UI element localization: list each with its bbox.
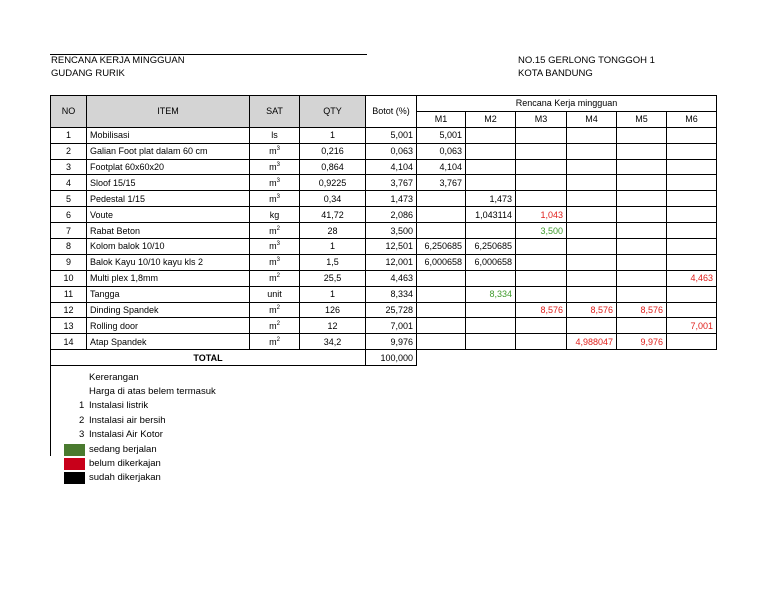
unit-text: m xyxy=(269,320,277,331)
row-no: 10 xyxy=(51,270,87,286)
unit-exponent: 2 xyxy=(276,320,280,327)
note-number: 1 xyxy=(79,400,85,411)
row-no: 11 xyxy=(51,286,87,302)
week-cell-m3 xyxy=(516,254,567,270)
week-cell-m5 xyxy=(617,175,667,191)
week-cell-m3: 1,043 xyxy=(516,207,567,223)
week-cell-m1 xyxy=(417,318,466,334)
week-cell-m2 xyxy=(466,143,516,159)
legend-label: sedang berjalan xyxy=(89,444,157,455)
unit-exponent: 3 xyxy=(276,241,280,248)
week-cell-m3 xyxy=(516,334,567,350)
unit-text: m xyxy=(269,177,277,188)
unit-text: m xyxy=(269,257,277,268)
week-cell-m5 xyxy=(617,223,667,239)
table-row xyxy=(51,127,717,143)
unit-exponent: 3 xyxy=(276,193,280,200)
row-no: 13 xyxy=(51,318,87,334)
notes-subtitle: Harga di atas belem termasuk xyxy=(89,386,216,397)
row-no: 9 xyxy=(51,254,87,270)
week-header-3: M3 xyxy=(516,111,567,127)
row-item: Kolom balok 10/10 xyxy=(87,239,250,255)
week-cell-m3 xyxy=(516,286,567,302)
week-cell-m6 xyxy=(667,223,717,239)
unit-text: m xyxy=(269,193,277,204)
project-title: RENCANA KERJA MINGGUAN xyxy=(51,55,185,66)
week-cell-m1 xyxy=(417,302,466,318)
week-cell-m5 xyxy=(617,159,667,175)
row-qty: 41,72 xyxy=(300,207,366,223)
unit-text: m xyxy=(269,305,277,316)
week-cell-m2 xyxy=(466,270,516,286)
project-city: KOTA BANDUNG xyxy=(518,68,593,79)
table-row xyxy=(51,270,717,286)
week-cell-m1: 6,250685 xyxy=(417,239,466,255)
week-cell-m6 xyxy=(667,143,717,159)
row-unit xyxy=(250,207,300,223)
week-cell-m4 xyxy=(567,175,617,191)
row-bobot: 3,767 xyxy=(366,175,417,191)
week-cell-m6 xyxy=(667,254,717,270)
row-unit xyxy=(250,127,300,143)
unit-text: m xyxy=(269,146,277,157)
project-name: GUDANG RURIK xyxy=(51,68,125,79)
row-no: 8 xyxy=(51,239,87,255)
week-cell-m2 xyxy=(466,302,516,318)
note-text: Instalasi Air Kotor xyxy=(89,429,163,440)
legend-swatch xyxy=(64,458,85,470)
table-row xyxy=(51,143,717,159)
week-cell-m4 xyxy=(567,127,617,143)
row-qty: 0,9225 xyxy=(300,175,366,191)
week-cell-m3 xyxy=(516,175,567,191)
week-cell-m3 xyxy=(516,239,567,255)
row-no: 6 xyxy=(51,207,87,223)
week-cell-m2 xyxy=(466,334,516,350)
row-unit xyxy=(250,159,300,175)
week-cell-m5: 8,576 xyxy=(617,302,667,318)
week-cell-m4 xyxy=(567,207,617,223)
note-text: Instalasi air bersih xyxy=(89,414,166,426)
total-row xyxy=(51,350,717,366)
unit-exponent: 3 xyxy=(276,162,280,168)
week-cell-m6 xyxy=(667,286,717,302)
week-header-4: M4 xyxy=(567,111,617,127)
row-qty: 0,34 xyxy=(300,191,366,207)
row-unit xyxy=(250,286,300,302)
week-cell-m5 xyxy=(617,143,667,159)
week-cell-m1 xyxy=(417,270,466,286)
row-bobot: 4,463 xyxy=(366,270,417,286)
week-cell-m5 xyxy=(617,207,667,223)
unit-exponent: 3 xyxy=(276,146,280,153)
unit-exponent: 2 xyxy=(276,273,280,280)
week-cell-m5 xyxy=(617,254,667,270)
unit-text: unit xyxy=(267,289,282,300)
unit-text: m xyxy=(269,162,277,172)
week-cell-m4 xyxy=(567,159,617,175)
week-cell-m4 xyxy=(567,286,617,302)
legend-label: sudah dikerjakan xyxy=(89,472,161,483)
week-cell-m1: 4,104 xyxy=(417,159,466,175)
col-header-item: ITEM xyxy=(87,96,250,128)
row-item: Dinding Spandek xyxy=(87,302,250,318)
note-number: 2 xyxy=(79,414,85,426)
row-qty: 126 xyxy=(300,302,366,318)
total-empty xyxy=(417,350,717,366)
week-cell-m5 xyxy=(617,286,667,302)
week-cell-m6 xyxy=(667,175,717,191)
row-bobot: 1,473 xyxy=(366,191,417,207)
week-cell-m2: 1,473 xyxy=(466,191,516,207)
row-bobot: 12,001 xyxy=(366,254,417,270)
week-cell-m5 xyxy=(617,191,667,207)
week-header-6: M6 xyxy=(667,111,717,127)
row-unit xyxy=(250,143,300,159)
row-bobot: 0,063 xyxy=(366,143,417,159)
row-qty: 28 xyxy=(300,223,366,239)
col-header-group: Rencana Kerja mingguan xyxy=(417,96,717,112)
week-cell-m5: 9,976 xyxy=(617,334,667,350)
unit-text: kg xyxy=(269,209,280,220)
row-qty: 34,2 xyxy=(300,334,366,350)
row-unit xyxy=(250,302,300,318)
week-cell-m2: 6,000658 xyxy=(466,254,516,270)
week-cell-m5 xyxy=(617,239,667,255)
week-cell-m3 xyxy=(516,270,567,286)
row-qty: 25,5 xyxy=(300,270,366,286)
week-cell-m6 xyxy=(667,239,717,255)
week-cell-m6: 4,463 xyxy=(667,270,717,286)
table-row xyxy=(51,302,717,318)
unit-exponent: 2 xyxy=(276,225,280,232)
week-cell-m1 xyxy=(417,286,466,302)
week-cell-m6 xyxy=(667,334,717,350)
row-no: 3 xyxy=(51,159,87,175)
row-unit xyxy=(250,318,300,334)
week-cell-m1: 3,767 xyxy=(417,175,466,191)
week-cell-m5 xyxy=(617,127,667,143)
row-unit xyxy=(250,334,300,350)
week-cell-m4 xyxy=(567,223,617,239)
row-item: Mobilisasi xyxy=(87,127,250,143)
week-cell-m5 xyxy=(617,270,667,286)
week-cell-m4 xyxy=(567,318,617,334)
notes-title: Kererangan xyxy=(89,372,139,383)
table-body xyxy=(51,127,717,365)
week-header-2: M2 xyxy=(466,111,516,127)
unit-exponent: 3 xyxy=(276,177,280,184)
week-cell-m6 xyxy=(667,302,717,318)
table-row xyxy=(51,191,717,207)
row-unit xyxy=(250,191,300,207)
table-row xyxy=(51,159,717,175)
week-cell-m4 xyxy=(567,143,617,159)
col-header-qty: QTY xyxy=(300,96,366,128)
week-cell-m4 xyxy=(567,191,617,207)
week-cell-m3: 8,576 xyxy=(516,302,567,318)
row-item: Galian Foot plat dalam 60 cm xyxy=(87,143,250,159)
row-item: Multi plex 1,8mm xyxy=(87,270,250,286)
week-cell-m1 xyxy=(417,207,466,223)
week-header-1: M1 xyxy=(417,111,466,127)
note-number: 3 xyxy=(79,429,85,440)
week-cell-m4 xyxy=(567,270,617,286)
unit-text: ls xyxy=(271,130,278,141)
table-row xyxy=(51,334,717,350)
table-row xyxy=(51,254,717,270)
week-cell-m1 xyxy=(417,223,466,239)
row-no: 12 xyxy=(51,302,87,318)
row-item: Balok Kayu 10/10 kayu kls 2 xyxy=(87,254,250,270)
unit-exponent: 2 xyxy=(276,336,280,343)
table-row xyxy=(51,207,717,223)
legend-swatch xyxy=(64,444,85,456)
week-cell-m2: 8,334 xyxy=(466,286,516,302)
week-cell-m2 xyxy=(466,175,516,191)
table-row xyxy=(51,318,717,334)
total-label: TOTAL xyxy=(51,350,366,366)
row-item: Voute xyxy=(87,207,250,223)
row-no: 5 xyxy=(51,191,87,207)
row-unit xyxy=(250,254,300,270)
week-header-5: M5 xyxy=(617,111,667,127)
week-cell-m4 xyxy=(567,254,617,270)
note-text: Instalasi listrik xyxy=(89,400,149,411)
unit-exponent: 3 xyxy=(276,257,280,264)
table-row xyxy=(51,223,717,239)
row-qty: 1 xyxy=(300,239,366,255)
row-bobot: 3,500 xyxy=(366,223,417,239)
row-item: Atap Spandek xyxy=(87,334,250,350)
row-item: Pedestal 1/15 xyxy=(87,191,250,207)
week-cell-m4: 8,576 xyxy=(567,302,617,318)
col-header-bobot: Botot (%) xyxy=(366,96,417,128)
row-qty: 1,5 xyxy=(300,254,366,270)
unit-text: m xyxy=(269,336,277,347)
col-header-no: NO xyxy=(51,96,87,128)
week-cell-m1 xyxy=(417,334,466,350)
row-bobot: 8,334 xyxy=(366,286,417,302)
row-bobot: 7,001 xyxy=(366,318,417,334)
row-bobot: 9,976 xyxy=(366,334,417,350)
row-qty: 0,216 xyxy=(300,143,366,159)
week-cell-m6: 7,001 xyxy=(667,318,717,334)
row-qty: 12 xyxy=(300,318,366,334)
row-qty: 1 xyxy=(300,286,366,302)
week-cell-m5 xyxy=(617,318,667,334)
row-item: Footplat 60x60x20 xyxy=(87,159,250,175)
week-cell-m1 xyxy=(417,191,466,207)
week-cell-m2 xyxy=(466,127,516,143)
week-cell-m3 xyxy=(516,191,567,207)
table-row xyxy=(51,239,717,255)
unit-text: m xyxy=(269,225,277,236)
week-cell-m6 xyxy=(667,207,717,223)
project-address: NO.15 GERLONG TONGGOH 1 xyxy=(518,55,655,66)
row-no: 7 xyxy=(51,223,87,239)
row-item: Rabat Beton xyxy=(87,223,250,239)
row-qty: 0,864 xyxy=(300,159,366,175)
week-cell-m2 xyxy=(466,318,516,334)
week-cell-m3 xyxy=(516,143,567,159)
row-item: Rolling door xyxy=(87,318,250,334)
week-cell-m1: 0,063 xyxy=(417,143,466,159)
week-cell-m3 xyxy=(516,159,567,175)
left-rule xyxy=(50,356,51,456)
table-row xyxy=(51,175,717,191)
row-item: Sloof 15/15 xyxy=(87,175,250,191)
row-item: Tangga xyxy=(87,286,250,302)
row-bobot: 4,104 xyxy=(366,159,417,175)
week-cell-m2: 1,043114 xyxy=(466,207,516,223)
row-unit xyxy=(250,270,300,286)
week-cell-m6 xyxy=(667,127,717,143)
unit-text: m xyxy=(269,241,277,252)
week-cell-m1: 5,001 xyxy=(417,127,466,143)
week-cell-m2 xyxy=(466,159,516,175)
week-cell-m1: 6,000658 xyxy=(417,254,466,270)
row-bobot: 25,728 xyxy=(366,302,417,318)
row-no: 14 xyxy=(51,334,87,350)
row-bobot: 5,001 xyxy=(366,127,417,143)
row-bobot: 12,501 xyxy=(366,239,417,255)
row-unit xyxy=(250,239,300,255)
week-cell-m6 xyxy=(667,159,717,175)
legend-label: belum dikerkajan xyxy=(89,458,161,469)
week-cell-m2 xyxy=(466,223,516,239)
week-cell-m3 xyxy=(516,127,567,143)
row-unit xyxy=(250,223,300,239)
unit-exponent: 2 xyxy=(276,305,280,312)
legend-swatch xyxy=(64,472,85,484)
week-cell-m3: 3,500 xyxy=(516,223,567,239)
unit-text: m xyxy=(269,273,277,284)
row-bobot: 2,086 xyxy=(366,207,417,223)
row-no: 4 xyxy=(51,175,87,191)
row-qty: 1 xyxy=(300,127,366,143)
col-header-sat: SAT xyxy=(250,96,300,128)
row-unit xyxy=(250,175,300,191)
row-no: 2 xyxy=(51,143,87,159)
week-cell-m4: 4,988047 xyxy=(567,334,617,350)
work-plan-table xyxy=(50,95,717,366)
week-cell-m6 xyxy=(667,191,717,207)
total-value: 100,000 xyxy=(366,350,417,366)
table-row xyxy=(51,286,717,302)
week-cell-m4 xyxy=(567,239,617,255)
week-cell-m2: 6,250685 xyxy=(466,239,516,255)
row-no: 1 xyxy=(51,127,87,143)
week-cell-m3 xyxy=(516,318,567,334)
